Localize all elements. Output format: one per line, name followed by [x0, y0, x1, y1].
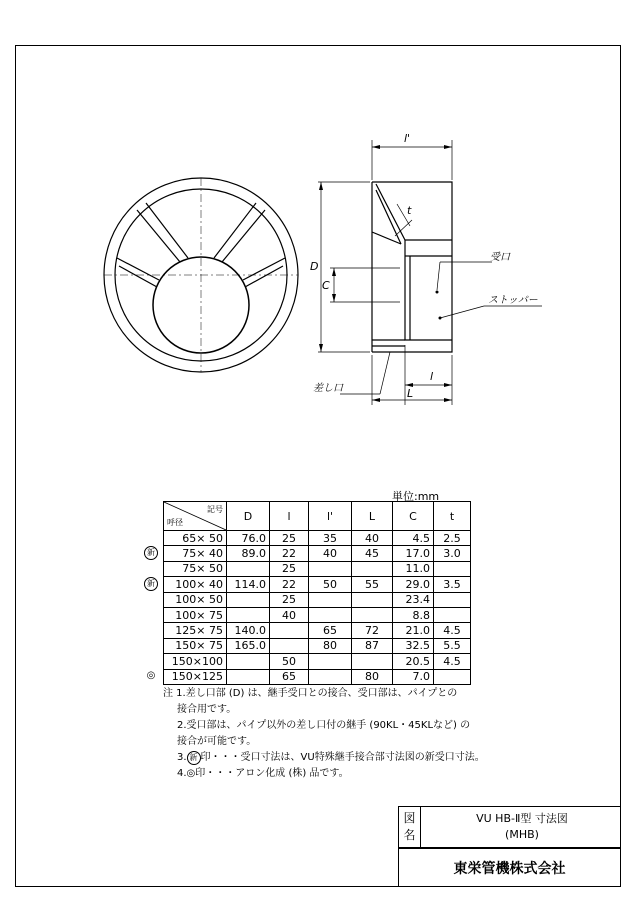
cell-C: 32.5 [393, 638, 434, 653]
cell-D [227, 592, 270, 607]
cell-C: 23.4 [393, 592, 434, 607]
note-1: 注 1.差し口部 (D) は、継手受口との接合、受口部は、パイプとの [163, 688, 458, 699]
dim-label-t: t [407, 204, 412, 217]
cell-t: 4.5 [434, 623, 471, 638]
cell-size: 125× 75 [164, 623, 227, 638]
notes [163, 686, 485, 782]
cell-L: 55 [352, 577, 393, 592]
cell-D: 140.0 [227, 623, 270, 638]
cell-size: 75× 50 [164, 561, 227, 576]
cell-l-prime [309, 592, 352, 607]
drawing-title-line2: (MHB) [505, 828, 539, 841]
drawing-title-line1: VU HB-Ⅱ型 寸法図 [476, 812, 568, 825]
cell-C: 20.5 [393, 654, 434, 669]
col-header-l-prime: l' [309, 502, 352, 531]
cell-l-prime: 80 [309, 638, 352, 653]
cell-size: 150× 75 [164, 638, 227, 653]
cell-D [227, 561, 270, 576]
cell-l-prime: 50 [309, 577, 352, 592]
cell-t: 3.5 [434, 577, 471, 592]
cell-l: 25 [270, 592, 309, 607]
new-mark-icon: 新 [144, 546, 158, 560]
cell-l: 25 [270, 561, 309, 576]
cell-D: 76.0 [227, 531, 270, 546]
cell-l-prime [309, 669, 352, 684]
cell-D [227, 669, 270, 684]
dimension-lines [318, 140, 542, 405]
cell-size: 75× 40 [164, 546, 227, 561]
cell-l: 22 [270, 546, 309, 561]
dimension-table [163, 501, 471, 685]
table-row [164, 638, 471, 653]
cell-l: 65 [270, 669, 309, 684]
callout-socket: 受口 [490, 252, 510, 263]
cell-L: 45 [352, 546, 393, 561]
cell-t [434, 669, 471, 684]
cell-C: 11.0 [393, 561, 434, 576]
dim-label-L: L [407, 387, 414, 400]
cell-C: 29.0 [393, 577, 434, 592]
dim-label-D: D [310, 260, 319, 273]
table-row [164, 607, 471, 622]
cell-t [434, 607, 471, 622]
cell-l-prime [309, 607, 352, 622]
dim-label-l: l [430, 370, 434, 383]
cell-C: 7.0 [393, 669, 434, 684]
cell-D [227, 607, 270, 622]
cell-l [270, 623, 309, 638]
table-row [164, 669, 471, 684]
cell-l: 50 [270, 654, 309, 669]
title-block [398, 806, 621, 848]
cell-l [270, 638, 309, 653]
cell-L: 87 [352, 638, 393, 653]
cell-t [434, 561, 471, 576]
col-header-C: C [393, 502, 434, 531]
new-mark-icon: 新 [144, 577, 158, 591]
cell-size: 65× 50 [164, 531, 227, 546]
cell-L [352, 607, 393, 622]
drawing-title [427, 811, 617, 843]
dim-label-l-prime: l' [404, 132, 411, 145]
cell-L [352, 654, 393, 669]
header-symbol: 記号 [207, 505, 223, 514]
cell-size: 150×100 [164, 654, 227, 669]
cell-D: 114.0 [227, 577, 270, 592]
company-name: 東栄管機株式会社 [453, 861, 566, 877]
cell-C: 4.5 [393, 531, 434, 546]
table-row [164, 623, 471, 638]
unit-label: 単位:mm [392, 490, 440, 503]
cell-t: 2.5 [434, 531, 471, 546]
cell-L [352, 561, 393, 576]
col-header-l: l [270, 502, 309, 531]
cell-l-prime: 35 [309, 531, 352, 546]
cell-l: 22 [270, 577, 309, 592]
cell-l-prime [309, 561, 352, 576]
cell-size: 100× 40 [164, 577, 227, 592]
header-size: 呼径 [167, 518, 183, 527]
table-row [164, 531, 471, 546]
col-header-L: L [352, 502, 393, 531]
callout-spigot: 差し口 [313, 383, 343, 394]
cell-C: 8.8 [393, 607, 434, 622]
table-header-row [164, 502, 471, 531]
company-block [398, 848, 621, 887]
note-3-text: 印・・・受口寸法は、VU特殊継手接合部寸法図の新受口寸法。 [200, 752, 485, 763]
table-row [164, 561, 471, 576]
cell-size: 100× 50 [164, 592, 227, 607]
cell-l-prime: 40 [309, 546, 352, 561]
table-row [164, 592, 471, 607]
cell-D: 165.0 [227, 638, 270, 653]
cell-t: 4.5 [434, 654, 471, 669]
aron-mark-icon: ◎ [146, 669, 156, 681]
note-2: 2.受口部は、パイプ以外の差し口付の継手 (90KL・45KLなど) の [177, 720, 471, 731]
table-body [164, 531, 471, 685]
title-label: 図名 [399, 807, 421, 847]
table-row [164, 577, 471, 592]
table-row [164, 546, 471, 561]
cell-t: 5.5 [434, 638, 471, 653]
new-mark-icon: 新 [187, 751, 201, 765]
cell-t [434, 592, 471, 607]
cell-l: 40 [270, 607, 309, 622]
cell-C: 17.0 [393, 546, 434, 561]
cell-C: 21.0 [393, 623, 434, 638]
cell-L: 40 [352, 531, 393, 546]
col-header-t: t [434, 502, 471, 531]
cell-size: 150×125 [164, 669, 227, 684]
note-2-cont: 接合が可能です。 [177, 736, 257, 747]
cell-L: 72 [352, 623, 393, 638]
front-view [104, 178, 298, 372]
header-corner-cell [164, 502, 227, 531]
note-4: 4.◎印・・・アロン化成 (株) 品です。 [177, 768, 349, 779]
note-3 [163, 750, 485, 766]
table-row [164, 654, 471, 669]
section-view [372, 182, 452, 352]
cell-l-prime [309, 654, 352, 669]
cell-L [352, 592, 393, 607]
note-3-num: 3. [177, 752, 187, 763]
cell-l-prime: 65 [309, 623, 352, 638]
dim-label-C: C [322, 279, 330, 292]
cell-D [227, 654, 270, 669]
col-header-D: D [227, 502, 270, 531]
callout-stopper: ストッパー [488, 295, 538, 306]
cell-L: 80 [352, 669, 393, 684]
cell-t: 3.0 [434, 546, 471, 561]
cell-D: 89.0 [227, 546, 270, 561]
cell-size: 100× 75 [164, 607, 227, 622]
cell-l: 25 [270, 531, 309, 546]
note-1-cont: 接合用です。 [177, 704, 237, 715]
